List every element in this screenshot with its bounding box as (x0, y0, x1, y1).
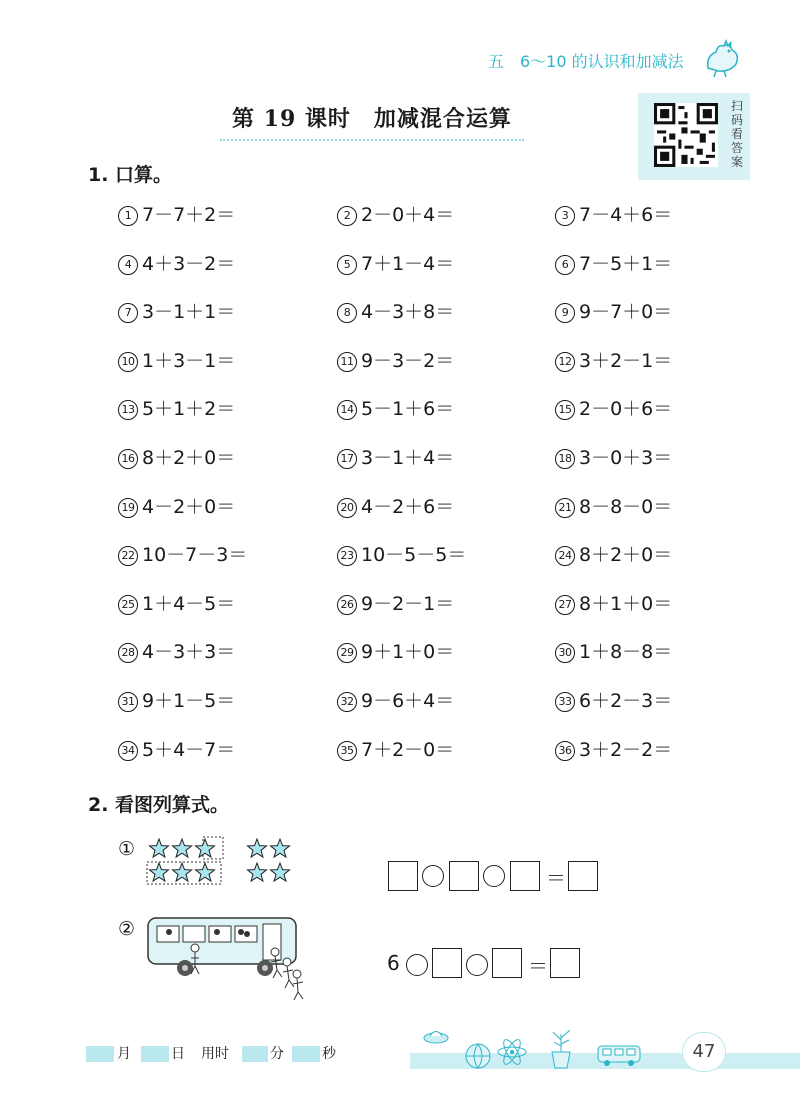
problem-expression: 8＋1＋0＝ (579, 593, 673, 615)
problem-item[interactable] (555, 252, 672, 276)
problem-number: 24 (555, 546, 575, 566)
problem-item[interactable] (337, 738, 454, 762)
problem-expression: 10－5－5＝ (361, 544, 467, 566)
problem-number: 28 (118, 643, 138, 663)
problem-number: 5 (337, 255, 357, 275)
problem-expression: 4－2＋0＝ (142, 496, 236, 518)
problem-item[interactable] (337, 252, 454, 276)
answer-box-4[interactable] (432, 948, 462, 978)
problem-number: 8 (337, 303, 357, 323)
answer-box-result-2[interactable] (550, 948, 580, 978)
month-label: 月 (117, 1046, 131, 1062)
problem-expression: 4－3＋8＝ (361, 301, 455, 323)
problem-item[interactable] (118, 738, 235, 762)
qr-panel[interactable] (638, 93, 750, 180)
problem-number: 16 (118, 449, 138, 469)
problem-expression: 3＋2－2＝ (579, 739, 673, 761)
star-icon (196, 839, 215, 857)
title-underline (220, 139, 524, 141)
problem-number: 7 (118, 303, 138, 323)
problem-item[interactable] (118, 592, 235, 616)
problem-expression: 2－0＋4＝ (361, 204, 455, 226)
problem-item[interactable] (555, 543, 672, 567)
time-record-bar (86, 1040, 376, 1068)
star-icon (173, 863, 192, 881)
answer-box-result[interactable] (568, 861, 598, 891)
problem-expression: 2－0＋6＝ (579, 398, 673, 420)
problem-expression: 3－1＋4＝ (361, 447, 455, 469)
problem-expression: 7－4＋6＝ (579, 204, 673, 226)
problem-expression: 7－5＋1＝ (579, 253, 673, 275)
operator-circle-4[interactable] (466, 954, 488, 976)
problem-item[interactable] (555, 300, 672, 324)
problem-item[interactable] (337, 495, 454, 519)
problem-expression: 9－2－1＝ (361, 593, 455, 615)
problem-number: 20 (337, 498, 357, 518)
problem-number: 33 (555, 692, 575, 712)
problem-expression: 10－7－3＝ (142, 544, 248, 566)
equals-sign: ＝ (546, 866, 566, 890)
problem-item[interactable] (337, 592, 454, 616)
problem-number: 30 (555, 643, 575, 663)
star-icon (248, 839, 267, 857)
problem-expression: 5＋1＋2＝ (142, 398, 236, 420)
problem-expression: 8＋2＋0＝ (142, 447, 236, 469)
problem-number: 9 (555, 303, 575, 323)
problem-item[interactable] (555, 446, 672, 470)
section-1-title: 1. 口算。 (88, 164, 173, 186)
problem-expression: 3－0＋3＝ (579, 447, 673, 469)
qr-code-icon[interactable] (654, 103, 718, 167)
star-icon (196, 863, 215, 881)
problem-number: 14 (337, 400, 357, 420)
problem-item[interactable] (118, 300, 235, 324)
minute-label: 分 (270, 1046, 284, 1062)
problem-expression: 1＋4－5＝ (142, 593, 236, 615)
operator-circle-1[interactable] (422, 865, 444, 887)
answer-box-2[interactable] (449, 861, 479, 891)
problem-expression: 4－3＋3＝ (142, 641, 236, 663)
problem-number: 6 (555, 255, 575, 275)
problem-number: 3 (555, 206, 575, 226)
problem-expression: 4＋3－2＝ (142, 253, 236, 275)
problem-item[interactable] (118, 640, 235, 664)
problem-expression: 5＋4－7＝ (142, 739, 236, 761)
plant-pot-icon (552, 1030, 570, 1068)
problem-expression: 4－2＋6＝ (361, 496, 455, 518)
problem-item[interactable] (555, 738, 672, 762)
problem-number: 13 (118, 400, 138, 420)
problem-item[interactable] (337, 543, 466, 567)
problem-number: 17 (337, 449, 357, 469)
problem-number: 4 (118, 255, 138, 275)
problem-item[interactable] (555, 397, 672, 421)
problem-item[interactable] (555, 640, 672, 664)
start-number: 6 (387, 951, 400, 975)
star-icon (271, 863, 290, 881)
problem-item[interactable] (118, 446, 235, 470)
ufo-icon (424, 1032, 448, 1044)
problem-expression: 3－1＋1＝ (142, 301, 236, 323)
problem-number: 27 (555, 595, 575, 615)
problem-item[interactable] (118, 397, 235, 421)
problem-item[interactable] (337, 300, 454, 324)
equals-sign-2: ＝ (528, 954, 548, 978)
answer-box-5[interactable] (492, 948, 522, 978)
decoration-icons (420, 1024, 690, 1072)
problem-item[interactable] (555, 203, 672, 227)
problem-number: 12 (555, 352, 575, 372)
problem-expression: 1＋3－1＝ (142, 350, 236, 372)
problem-item[interactable] (555, 495, 672, 519)
second-label: 秒 (322, 1046, 336, 1062)
problem-number: 29 (337, 643, 357, 663)
problem-number: 11 (337, 352, 357, 372)
problem-item[interactable] (337, 446, 454, 470)
problem-number: 34 (118, 741, 138, 761)
problem-number: 31 (118, 692, 138, 712)
answer-box-3[interactable] (510, 861, 540, 891)
section-2-title: 2. 看图列算式。 (88, 794, 230, 816)
problem-number: 10 (118, 352, 138, 372)
problem-item[interactable] (118, 252, 235, 276)
qr-label: 扫码看答案 (730, 99, 743, 169)
problem-number: 22 (118, 546, 138, 566)
problem-expression: 9＋1＋0＝ (361, 641, 455, 663)
problem-expression: 8－8－0＝ (579, 496, 673, 518)
star-icon (271, 839, 290, 857)
problem-number: 25 (118, 595, 138, 615)
problem-number: 18 (555, 449, 575, 469)
answer-box-1[interactable] (388, 861, 418, 891)
problem-item[interactable] (337, 203, 454, 227)
problem-number: 36 (555, 741, 575, 761)
operator-circle-2[interactable] (483, 865, 505, 887)
stars-picture (145, 836, 295, 888)
problem-item[interactable] (337, 397, 454, 421)
problem-number: 1 (118, 206, 138, 226)
page-number: 47 (682, 1032, 726, 1072)
bus-picture (145, 912, 315, 1004)
star-icon (150, 863, 169, 881)
problem-expression: 1＋8－8＝ (579, 641, 673, 663)
atom-icon (498, 1037, 526, 1066)
problem-item[interactable] (118, 203, 235, 227)
problem-expression: 3＋2－1＝ (579, 350, 673, 372)
problem-number: 35 (337, 741, 357, 761)
globe-icon (466, 1044, 490, 1068)
problem-item[interactable] (118, 689, 235, 713)
star-icon-group (150, 839, 290, 881)
problem-number: 32 (337, 692, 357, 712)
lesson-title: 第 19 课时 加减混合运算 (232, 106, 512, 132)
problem-item[interactable] (118, 349, 235, 373)
problem-item[interactable] (337, 349, 454, 373)
time-used-label: 用时 (201, 1046, 229, 1062)
problem-number: 2 (337, 206, 357, 226)
bus-icon (598, 1046, 640, 1066)
item-1-number: ① (118, 838, 136, 860)
problem-number: 15 (555, 400, 575, 420)
problem-item[interactable] (118, 495, 235, 519)
problem-expression: 9－3－2＝ (361, 350, 455, 372)
problem-item[interactable] (118, 543, 247, 567)
problem-item[interactable] (555, 689, 672, 713)
star-icon (248, 863, 267, 881)
problem-expression: 7＋1－4＝ (361, 253, 455, 275)
day-label: 日 (171, 1046, 185, 1062)
problem-expression: 6＋2－3＝ (579, 690, 673, 712)
star-icon (150, 839, 169, 857)
operator-circle-3[interactable] (406, 954, 428, 976)
problem-expression: 8＋2＋0＝ (579, 544, 673, 566)
problem-number: 21 (555, 498, 575, 518)
unit-header: 五 6～10 的认识和加减法 (488, 52, 684, 71)
problem-expression: 7－7＋2＝ (142, 204, 236, 226)
problem-expression: 9＋1－5＝ (142, 690, 236, 712)
problem-item[interactable] (337, 689, 454, 713)
star-icon (173, 839, 192, 857)
problem-item[interactable] (555, 592, 672, 616)
rooster-icon (700, 38, 744, 78)
problem-number: 19 (118, 498, 138, 518)
problem-expression: 9－7＋0＝ (579, 301, 673, 323)
problem-number: 23 (337, 546, 357, 566)
problem-expression: 9－6＋4＝ (361, 690, 455, 712)
problem-number: 26 (337, 595, 357, 615)
problem-item[interactable] (555, 349, 672, 373)
problem-item[interactable] (337, 640, 454, 664)
item-2-number: ② (118, 918, 136, 940)
problem-expression: 5－1＋6＝ (361, 398, 455, 420)
problem-expression: 7＋2－0＝ (361, 739, 455, 761)
